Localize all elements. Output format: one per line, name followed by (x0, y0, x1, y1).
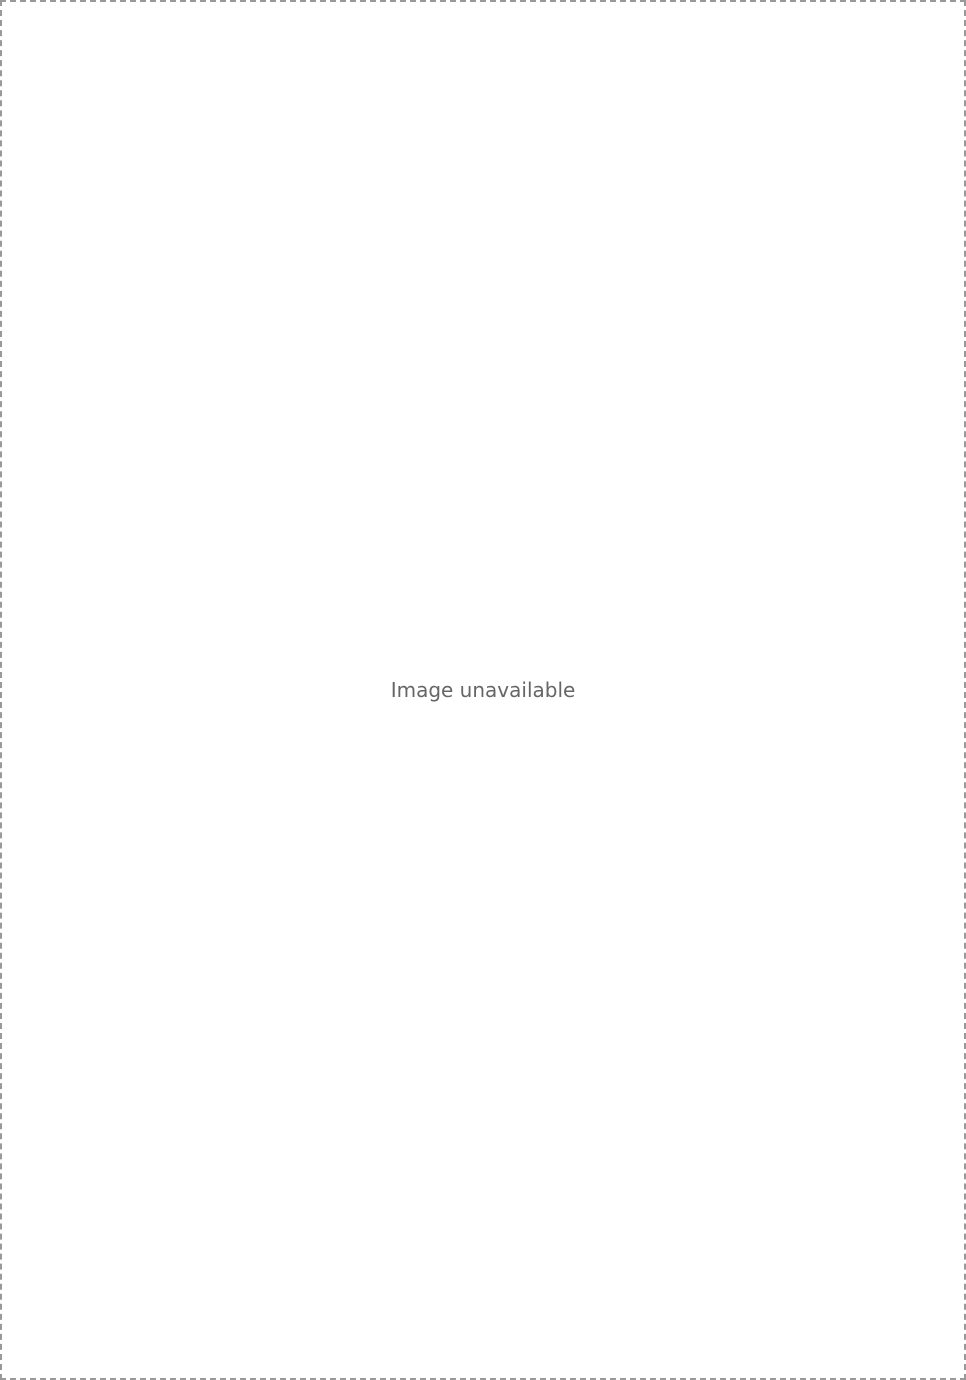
placeholder-label: Image unavailable (390, 678, 576, 702)
